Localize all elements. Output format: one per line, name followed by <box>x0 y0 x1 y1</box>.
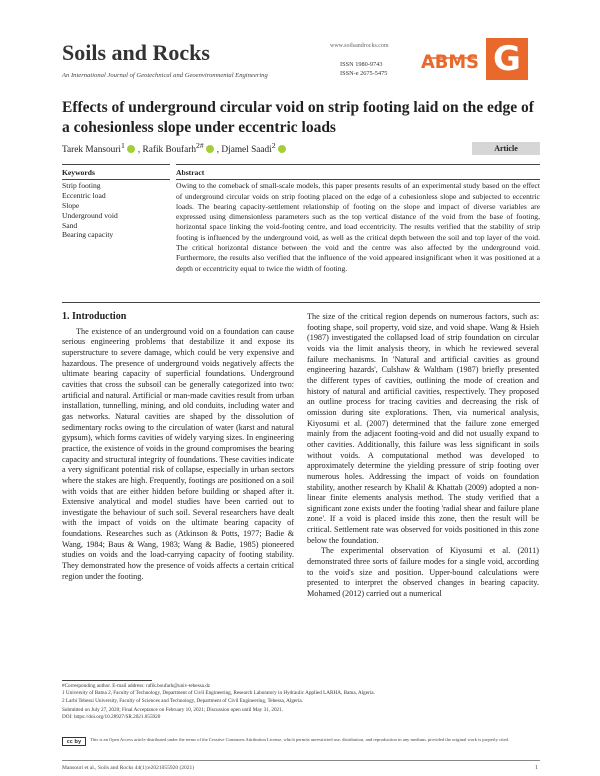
keywords-heading: Keywords <box>62 168 95 177</box>
author-affiliation: 2 <box>271 141 276 150</box>
doi-link[interactable]: DOI: https://doi.org/10.28927/SR.2021.055920 <box>62 714 161 721</box>
abstract-text: Owing to the comeback of small-scale models, this paper presents results of an experimental study based on the effect of underground circular voids on strip footing placed on the edge of a cohesionless slope and subjected to eccentric loads. The bearing capacity-settlement relationship of footing on the slope and impact of diverse variables are expressed using dimensionless parameters such as the top vertical distance of the void from the base of footing, horizontal space linking the void-footing centre, and load eccentricity. The results verified that the stability of strip footing is influenced by the underground void, as well as the critical depth between the soil and top layer of the void. The critical horizontal distance between the void and the centre was also affected by the underground void. Furthermore, the results also verified that the influence of the void appeared insignificant when it was positioned at a depth or eccentricity equal to twice the width of footing. <box>176 181 540 273</box>
abstract-heading: Abstract <box>176 168 205 177</box>
body-paragraph: The existence of an underground void on a foundation can cause serious engineering problems that destabilize it and expose its superstructure to severe damage, which could be very expensive and hazardous. The presence of underground voids negatively affects the ultimate bearing capacity of superficial foundations. Underground cavities that cross the subsoil can be generally categorized into two: artificial and natural. Artificial or man-made cavities result from urban installation, tunnelling, mining, and old conduits, including water and gas networks. Natural cavities are shaped by the dissolution of sedimentary rocks owing to the circulation of water (karst and natural gypsum), which forms cavities of widely varying sizes. In engineering practice, the existence of voids in the ground compromises the bearing capacity and structural integrity of foundations. These cavities indicate a very significant potential risk of collapse, especially in urban sectors where the stakes are high. Frequently, footings are positioned on a soil with voids that are either hidden before building or shaped after it. Extensive analytical and model studies have been carried out to investigate the behaviour of such soil. Several researchers have dealt with the impact of voids on the ultimate bearing capacity of foundations. Researches such as (Atkinson & Potts, 1977; Badie & Wang, 1984; Baus & Wang, 1983; Wang & Badie, 1985) pioneered studies on voids and the load-carrying capacity of footing stability. They demonstrated how the presence of voids affects a certain critical region under the footing. <box>62 326 294 581</box>
submission-dates: Submitted on July 27, 2020; Final Acceptance on February 10, 2021; Discussion open until May 31, 2021. <box>62 706 284 713</box>
abstract-block <box>176 164 540 274</box>
abms-logo-text: ABMS <box>421 51 479 73</box>
issn-block <box>340 60 387 78</box>
keyword-item: Strip footing <box>62 180 101 190</box>
orcid-icon[interactable] <box>206 145 214 153</box>
affiliation-note: 2 Larbi Tebessi University, Faculty of Sciences and Technology, Department of Civil Engineering, Tebessa, Algeria. <box>62 697 303 704</box>
right-column <box>307 312 539 600</box>
author-affiliation: 1 <box>121 141 125 150</box>
body-paragraph: The experimental observation of Kiyosumi et al. (2011) demonstrated three sorts of failure modes for a single void, according to the void's size and position. Upper-bound calculations were presented to interpret the observed changes in bearing capacity. Mohamed (2012) carried out a numerical <box>307 546 539 599</box>
orcid-icon[interactable] <box>127 145 135 153</box>
cc-by-icon[interactable]: cc by <box>62 737 86 746</box>
author-name: Tarek Mansouri <box>62 145 121 156</box>
page-number: 1 <box>535 765 538 771</box>
footer-divider <box>62 760 540 761</box>
journal-url-link[interactable]: www.soilsandrocks.com <box>330 43 389 49</box>
paper-title: Effects of underground circular void on strip footing laid on the edge of a cohesionless slope under eccentric loads <box>62 99 534 136</box>
g-logo: G <box>486 38 528 80</box>
author-name: Rafik Boufarh <box>142 145 196 156</box>
keyword-item: Eccentric load <box>62 190 106 200</box>
keyword-item: Slope <box>62 200 80 210</box>
author-name: Djamel Saadi <box>221 145 272 156</box>
keyword-item: Sand <box>62 220 78 230</box>
footnote-divider <box>62 680 152 681</box>
author-affiliation: 2# <box>195 141 204 150</box>
license-text: This is an Open Access article distributed under the terms of the Creative Commons Attribution License, which permits unrestricted use, distribution, and reproduction in any medium, provided the original work is properly cited. <box>90 737 510 742</box>
body-paragraph: The size of the critical region depends on numerous factors, such as: footing shape, soil property, void size, and void shape. Wang & Hsieh (1987) investigated the collapsed load of strip foundation on circular voids via the limit analysis theory, in which he reviewed several failure mechanisms. In 'Natural and artificial cavities as ground engineering hazards', Culshaw & Waltham (1987) briefly presented the different types of cavities, outlining the mode of creation and history of natural and artificial cavities, respectively. They proposed an outline process for tracing cavities and decreasing the risk of omission during site explorations. Then, via numerical analysis, Kiyosumi et al. (2007) determined that the failure zone emerged mainly from the adjacent footing-void and did not usually expand to other cavities. Additionally, this failure was less significant in soils without voids. A computational method was developed to approximately determine the yielding pressure of strip footing over numerous holes. Addressing the impact of voids on foundation stability, another research by Khalil & Khattab (2009) adopted a non-linear finite elements analysis method. The study verified that a significant zone exists under the footing 'radial shear and failure plane zone'. If a void is placed inside this zone, then the result will be critical. Settlement rate was observed for voids positioned in this zone below the foundation. <box>307 312 539 545</box>
author-list: Tarek Mansouri$^1$ , Rafik Boufarh$^{2\#}$ , Djamel Saadi$^2$ <box>62 141 289 155</box>
left-column <box>62 312 294 582</box>
abstract-divider <box>62 302 540 303</box>
footer-citation: Mansouri et al., Soils and Rocks 44(1):e2021055920 (2021) <box>62 765 195 771</box>
issn-online: ISSN-e 2675-5475 <box>340 70 388 77</box>
article-type-badge: Article <box>472 142 540 155</box>
abms-logo <box>421 40 481 78</box>
issn-print: ISSN 1980-9743 <box>340 61 383 68</box>
orcid-icon[interactable] <box>278 145 286 153</box>
journal-title: Soils and Rocks <box>62 40 210 65</box>
keyword-item: Bearing capacity <box>62 230 114 240</box>
keyword-item: Underground void <box>62 210 118 220</box>
license-block <box>62 737 540 746</box>
footnotes <box>62 683 540 721</box>
journal-subtitle: An International Journal of Geotechnical and Geoenvironmental Engineering <box>62 72 268 79</box>
affiliation-note: 1 University of Batna 2, Faculty of Technology, Department of Civil Engineering, Research Laboratory in Hydraulic Applied LARHA, Batna, Algeria. <box>62 690 375 697</box>
section-heading: 1. Introduction <box>62 311 127 322</box>
keywords-block <box>62 164 170 240</box>
corresponding-author-note: #Corresponding author. E-mail address: rafik.boufarh@univ-tebessa.dz <box>62 683 211 689</box>
